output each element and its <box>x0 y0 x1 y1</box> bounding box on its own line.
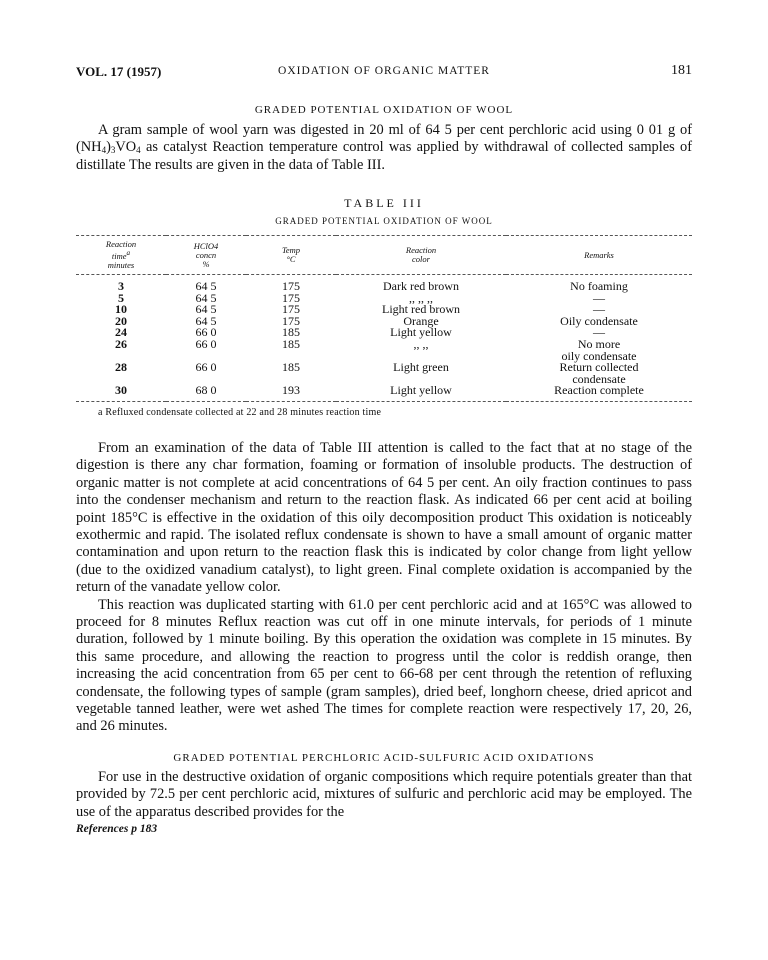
intro-sub-2: 3 <box>110 145 116 156</box>
intro-sub-1: 4 <box>101 145 107 156</box>
intro-text-a: A gram sample of wool yarn was digested in 20 ml of 64 5 per cent perchloric acid using 0 01 g of (NH <box>76 122 692 156</box>
intro-sub-3: 4 <box>136 145 141 156</box>
cell-color: Light yellow <box>336 385 506 401</box>
header-remarks-label: Remarks <box>584 249 614 260</box>
table-footnote: a Refluxed condensate collected at 22 and 28 minutes reaction time <box>98 406 382 418</box>
table-row <box>76 339 692 362</box>
intro-text-b: ) <box>106 139 111 156</box>
cell-conc: 64 5 <box>195 279 217 294</box>
header-time-line1: Reaction <box>105 239 137 250</box>
table-subtitle: GRADED POTENTIAL OXIDATION OF WOOL <box>275 216 493 227</box>
page <box>76 60 692 835</box>
cell-time: 26 <box>115 337 127 352</box>
cell-temp: 175 <box>282 290 300 305</box>
cell-remarks: No more oily condensate <box>561 337 637 363</box>
section-heading-wool: GRADED POTENTIAL OXIDATION OF WOOL <box>254 104 514 116</box>
cell-color: Orange <box>403 313 439 328</box>
table-header-row <box>76 236 692 275</box>
volume-label: VOL. 17 (1957) <box>76 64 162 79</box>
intro-text-d: as catalyst Reaction temperature control was applied by withdrawal of collected samples of distillate The results are given in the data of Table III. <box>76 139 692 173</box>
cell-temp: 193 <box>246 385 336 401</box>
table-body <box>76 275 692 402</box>
cell-temp: 175 <box>282 302 300 317</box>
body-paragraph-1: From an examination of the data of Table III attention is called to the fact that at no stage of the digestion is there any char formation, foaming or formation of insoluble products. The destruction of organic matter is not complete at acid concentrations of 64 5 per cent. An oily fraction continues to pass into the condenser mechanism and return to the reaction flask. As indicated 66 per cent acid at boiling point 185°C is effective in the oxidation of this oily decomposition product This oxidation is noticeably exothermic and rapid. The isolated reflux condensate is shown to have a small amount of organic matter contamination and upon return to the reaction flask this is indicated by color change from light yellow (due to the oxidized vanadium catalyst), to light green. Final complete oxidation is accompanied by the return of the vanadate yellow color. <box>76 439 692 596</box>
cell-time: 24 <box>115 325 127 340</box>
intro-paragraph <box>76 122 692 174</box>
cell-time: 10 <box>115 302 127 317</box>
section-heading-mixed-acid: GRADED POTENTIAL PERCHLORIC ACID-SULFURIC ACID OXIDATIONS <box>173 751 595 764</box>
cell-conc: 64 5 <box>195 302 217 317</box>
cell-temp: 185 <box>282 325 300 340</box>
cell-temp: 175 <box>282 279 300 294</box>
cell-color: ,, ,, <box>413 337 429 352</box>
cell-conc: 64 5 <box>195 313 217 328</box>
header-time-line3: minutes <box>107 260 135 271</box>
cell-conc: 64 5 <box>195 290 217 305</box>
cell-color: Light yellow <box>390 325 452 340</box>
cell-remarks: — <box>593 325 605 340</box>
cell-remarks: Oily condensate <box>560 313 638 328</box>
cell-temp: 185 <box>282 360 300 375</box>
data-table <box>76 235 692 402</box>
cell-color: ,, ,, ,, <box>409 290 433 305</box>
page-number: 181 <box>671 63 692 78</box>
body-paragraph-2: This reaction was duplicated starting with 61.0 per cent perchloric acid and at 165°C was allowed to proceed for 8 minutes Reflux reaction was cut off in one minute intervals, for periods of 1 minute duration, followed by 1 minute boiling. By this operation the oxidation was complete in 15 minutes. By this same procedure, and allowing the reaction to progress until the color is reddish orange, then increasing the acid concentration from 65 per cent to 66-68 per cent through the retention of refluxing condensate, the following types of sample (gram samples), dried beef, longhorn cheese, dried apricot and vegetable tanned leather, were wet ashed The times for complete reaction were respectively 17, 20, 26, and 26 minutes. <box>76 596 692 735</box>
running-head <box>76 60 692 82</box>
table-row <box>76 385 692 401</box>
references-note: References p 183 <box>76 823 158 836</box>
cell-time: 3 <box>118 279 124 294</box>
header-temp-line1: Temp <box>281 245 301 256</box>
table-title: TABLE III <box>344 196 424 211</box>
cell-conc: 66 0 <box>195 325 217 340</box>
table-row <box>76 275 692 293</box>
cell-color: Light green <box>393 360 449 375</box>
cell-remarks: No foaming <box>570 279 628 294</box>
header-color <box>336 236 506 275</box>
cell-remarks: Reaction complete <box>506 385 692 401</box>
cell-color: Light red brown <box>382 302 460 317</box>
header-time-line2: time <box>111 251 127 262</box>
cell-temp: 185 <box>282 337 300 352</box>
header-color-line2: color <box>412 254 430 265</box>
cell-time: 30 <box>76 385 166 401</box>
cell-time: 28 <box>115 360 127 375</box>
mixed-acid-paragraph: For use in the destructive oxidation of organic compositions which require potentials greater than that provided by 72.5 per cent perchloric acid, mixtures of sulfuric and perchloric acid may be employed. The use of the apparatus described provides for the <box>76 768 692 820</box>
header-conc-line1: HClO4 <box>193 240 219 251</box>
header-temp-line2: °C <box>286 254 296 265</box>
header-conc-line3: % <box>202 258 210 269</box>
cell-remarks: — <box>593 290 605 305</box>
cell-time: 5 <box>118 290 124 305</box>
intro-text-c: VO <box>115 139 137 156</box>
cell-conc: 66 0 <box>195 360 217 375</box>
cell-remarks: — <box>593 302 605 317</box>
header-color-line1: Reaction <box>405 245 437 256</box>
header-remarks <box>506 236 692 275</box>
cell-temp: 175 <box>282 313 300 328</box>
header-conc-line2: concn <box>195 249 217 260</box>
cell-remarks: Return collected condensate <box>559 360 639 386</box>
header-conc <box>166 236 246 275</box>
cell-conc: 66 0 <box>195 337 217 352</box>
running-title: OXIDATION OF ORGANIC MATTER <box>278 65 490 77</box>
table-row <box>76 362 692 385</box>
cell-time: 20 <box>115 313 127 328</box>
header-time <box>76 236 166 275</box>
cell-conc: 68 0 <box>166 385 246 401</box>
cell-color: Dark red brown <box>383 279 459 294</box>
header-time-footnote-mark: a <box>126 249 131 258</box>
header-temp <box>246 236 336 275</box>
